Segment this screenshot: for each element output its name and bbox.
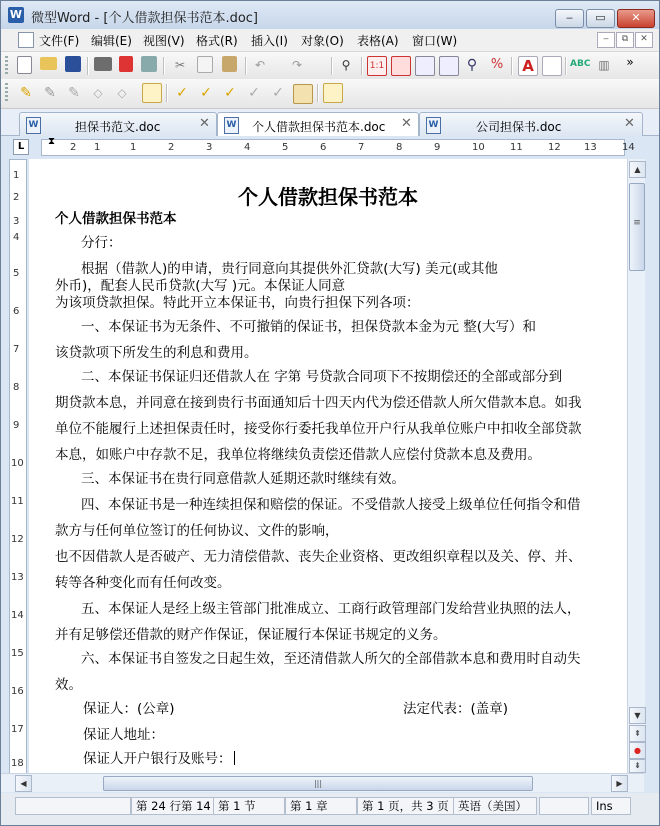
tab-document-1[interactable]: [19, 112, 217, 136]
status-insert-mode[interactable]: Ins: [591, 797, 631, 815]
tab-label: 个人借款担保书范本.doc: [252, 120, 386, 134]
ruler-number: 16: [11, 686, 24, 697]
normal-view-icon[interactable]: [439, 56, 459, 76]
compare-documents-icon[interactable]: [323, 83, 343, 103]
doc-minimize-button[interactable]: ‒: [597, 32, 615, 48]
document-icon[interactable]: [18, 32, 34, 48]
ruler-number: 1: [13, 170, 20, 181]
revision-toolbar: [1, 79, 659, 109]
toolbar-grip[interactable]: [5, 56, 8, 76]
ruler-number: 12: [11, 534, 24, 545]
ruler-number: 11: [510, 142, 523, 153]
copy-icon[interactable]: [197, 56, 213, 73]
highlight-pen-icon[interactable]: ✎: [20, 85, 32, 101]
doc-line: 保证人地址：: [83, 727, 164, 743]
tab-document-3[interactable]: [419, 112, 643, 136]
toolbar-separator: [166, 84, 168, 102]
menu-file[interactable]: 文件(F): [39, 34, 80, 48]
status-line-col: 第 24 行第 14: [131, 797, 216, 815]
document-title: 个人借款担保书范本: [238, 185, 418, 209]
find-icon[interactable]: ⚲: [341, 58, 351, 72]
close-button[interactable]: ✕: [617, 9, 655, 28]
doc-heading-line: 个人借款担保书范本: [55, 211, 177, 227]
status-empty: [15, 797, 131, 815]
doc-line: 二、本保证书保证归还借款人在 字第 号贷款合同项下不按期偿还的全部或部分到: [81, 369, 563, 385]
maximize-button[interactable]: ▭: [586, 9, 615, 28]
doc-line: 根据（借款人)的申请，贵行同意向其提供外汇贷款(大写) 美元(或其他: [81, 261, 498, 277]
toolbar-separator: [565, 57, 567, 75]
previous-change-icon[interactable]: ◇: [93, 86, 103, 100]
toolbar-separator: [87, 57, 89, 75]
save-icon[interactable]: [65, 56, 81, 72]
outline-view-icon[interactable]: [415, 56, 435, 76]
toolbar-separator: [361, 57, 363, 75]
edit-comment-icon[interactable]: ✎: [44, 85, 56, 101]
status-page: 第 1 页，共 3 页: [357, 797, 454, 815]
menu-bar: [1, 29, 659, 52]
ruler-number: 2: [168, 142, 175, 153]
ruler-number: 7: [358, 142, 365, 153]
reject-change-icon[interactable]: ✓: [224, 85, 236, 101]
new-document-icon[interactable]: [17, 56, 32, 74]
undo-icon[interactable]: ↶: [254, 58, 266, 72]
ruler-number: 11: [11, 496, 24, 507]
ruler-number: 18: [11, 758, 24, 769]
doc-line: 五、本保证人是经上级主管部门批准成立、工商行政管理部门发给营业执照的法人，: [81, 601, 581, 617]
horizontal-scroll-thumb[interactable]: |||: [103, 776, 533, 791]
show-markup-icon[interactable]: [293, 84, 313, 104]
print-preview-icon[interactable]: [141, 56, 157, 72]
doc-line: 分行：: [81, 235, 122, 251]
next-page-button[interactable]: ⇟: [629, 759, 646, 773]
ruler-number: 1: [130, 142, 137, 153]
doc-line: 三、本保证书在贵行同意借款人延期还款时继续有效。: [81, 471, 405, 487]
ruler-number: 14: [11, 610, 24, 621]
ruler-number: 15: [11, 648, 24, 659]
status-section: 第 1 节: [213, 797, 285, 815]
doc-restore-button[interactable]: ⧉: [616, 32, 634, 48]
pdf-export-icon[interactable]: [119, 56, 133, 72]
word-app-icon: W: [9, 8, 23, 21]
doc-line-text: 保证人开户银行及账号：: [83, 751, 232, 767]
tab-close-icon[interactable]: ✕: [624, 116, 635, 131]
zoom-icon[interactable]: ⚲: [466, 57, 478, 73]
scroll-down-button[interactable]: ▼: [629, 707, 646, 724]
horizontal-scrollbar[interactable]: [1, 773, 644, 792]
doc-line: 为该项贷款担保。特此开立本保证书，向贵行担保下列各项：: [55, 295, 420, 311]
toolbar-separator: [511, 57, 513, 75]
previous-page-button[interactable]: ⇞: [629, 725, 646, 742]
ruler-number: 6: [320, 142, 327, 153]
web-view-icon[interactable]: [391, 56, 411, 76]
ruler-number: 9: [13, 420, 20, 431]
ruler-number: 10: [472, 142, 485, 153]
toolbar-more-icon[interactable]: »: [626, 55, 634, 69]
spellcheck-icon[interactable]: ABC: [570, 59, 591, 69]
ruler-number: 2: [13, 192, 20, 203]
menu-insert[interactable]: 插入(I): [251, 34, 288, 48]
doc-line-with-cursor: [83, 747, 235, 767]
doc-close-button[interactable]: ✕: [635, 32, 653, 48]
tab-label: 担保书范文.doc: [75, 120, 161, 134]
ruler-number: 8: [13, 382, 20, 393]
ruler-number: 12: [548, 142, 561, 153]
doc-line: 并有足够偿还借款的财产作保证，保证履行本保证书规定的义务。: [55, 627, 447, 643]
print-icon[interactable]: [94, 57, 112, 71]
menu-view[interactable]: 视图(V): [143, 34, 185, 48]
ruler-number: 8: [396, 142, 403, 153]
zoom-percent-icon[interactable]: %: [490, 57, 504, 72]
ruler-number: 9: [434, 142, 441, 153]
delete-comment-icon[interactable]: ✎: [68, 85, 80, 101]
title-bar: [1, 1, 659, 29]
doc-line: 单位不能履行上述担保责任时，接受你行委托我单位开户行从我单位账户中扣收全部贷款: [55, 421, 582, 437]
doc-line: 外币)，配套人民币贷款(大写 )元。本保证人同意: [55, 278, 346, 294]
ruler-strip[interactable]: [41, 136, 635, 156]
horizontal-ruler: [1, 136, 635, 158]
ruler-number: 1: [94, 142, 101, 153]
review-pane-icon[interactable]: ✓: [272, 85, 284, 101]
doc-line: 转等各种变化而有任何改变。: [55, 575, 231, 591]
tab-close-icon[interactable]: ✕: [199, 116, 210, 131]
doc-line: 法定代表：(盖章): [403, 701, 509, 717]
redo-icon[interactable]: ↷: [291, 58, 303, 72]
cut-icon[interactable]: ✂: [174, 58, 186, 72]
ruler-number: 10: [11, 458, 24, 469]
ruler-number: 4: [13, 232, 20, 243]
scroll-up-button[interactable]: ▲: [629, 161, 646, 178]
toolbar-separator: [245, 57, 247, 75]
text-cursor: [234, 751, 235, 765]
tab-document-2[interactable]: [217, 112, 419, 137]
reject-all-icon[interactable]: ✓: [248, 85, 260, 101]
ruler-number: 3: [206, 142, 213, 153]
document-tab-bar: [1, 109, 659, 136]
status-chapter: 第 1 章: [285, 797, 357, 815]
ruler-number: 13: [584, 142, 597, 153]
tab-close-icon[interactable]: ✕: [401, 116, 412, 131]
doc-line: 六、本保证书自签发之日起生效，至还清借款人所欠的全部借款本息和费用时自动失: [81, 651, 581, 667]
browse-object-button[interactable]: ●: [629, 742, 646, 759]
menu-object[interactable]: 对象(O): [301, 34, 344, 48]
document-page[interactable]: [29, 159, 627, 773]
indent-marker-icon[interactable]: ⧗: [48, 136, 56, 147]
ruler-number: 5: [13, 268, 20, 279]
accept-change-icon[interactable]: ✓: [176, 85, 188, 101]
toolbar-separator: [163, 57, 165, 75]
ruler-number: 14: [622, 142, 635, 153]
ruler-number: 5: [282, 142, 289, 153]
ruler-number: 17: [11, 724, 24, 735]
minimize-button[interactable]: ‒: [555, 9, 584, 28]
menu-format[interactable]: 格式(R): [196, 34, 238, 48]
paragraph-format-icon[interactable]: [542, 56, 562, 76]
track-changes-icon[interactable]: [142, 83, 162, 103]
page-view-icon[interactable]: 1:1: [367, 56, 387, 76]
next-change-icon[interactable]: ◇: [117, 86, 127, 100]
ruler-number: 4: [244, 142, 251, 153]
menu-edit[interactable]: 编辑(E): [91, 34, 132, 48]
paste-icon[interactable]: [222, 56, 237, 72]
doc-line: 一、本保证书为无条件、不可撤销的保证书，担保贷款本金为元 整(大写）和: [81, 319, 537, 335]
vertical-scrollbar[interactable]: [627, 159, 645, 773]
ruler-number: 6: [13, 306, 20, 317]
word-doc-icon: W: [224, 117, 239, 134]
menu-window[interactable]: 窗口(W): [412, 34, 458, 48]
doc-line: 款方与任何单位签订的任何协议、文件的影响，: [55, 523, 339, 539]
scroll-right-button[interactable]: ▶: [611, 775, 628, 792]
ruler-number: 13: [11, 572, 24, 583]
ruler-number: 2: [70, 142, 77, 153]
word-doc-icon: W: [26, 117, 41, 134]
vertical-scroll-thumb[interactable]: [629, 183, 645, 271]
doc-line: 效。: [55, 677, 82, 693]
doc-line: 本息，如账户中存款不足，我单位将继续负责偿还借款人应偿付贷款本息及费用。: [55, 447, 541, 463]
doc-line: 也不因借款人是否破产、无力清偿借款、丧失企业资格、更改组织章程以及关、停、并、: [55, 549, 582, 565]
status-empty: [539, 797, 589, 815]
doc-line: 保证人：(公章): [83, 701, 175, 717]
word-count-icon[interactable]: ▥: [598, 58, 610, 72]
thumb-grip-icon: ≡: [633, 218, 641, 228]
ruler-number: 7: [13, 344, 20, 355]
ruler-number: 3: [13, 216, 20, 227]
scroll-left-button[interactable]: ◀: [15, 775, 32, 792]
toolbar-separator: [317, 84, 319, 102]
window-title: 微型Word - [个人借款担保书范本.doc]: [31, 11, 258, 26]
status-bar: [1, 793, 659, 825]
menu-table[interactable]: 表格(A): [357, 34, 399, 48]
toolbar-grip[interactable]: [5, 83, 8, 103]
tab-label: 公司担保书.doc: [476, 120, 562, 134]
tab-stop-selector[interactable]: L: [13, 139, 29, 155]
doc-line: 四、本保证书是一种连续担保和赔偿的保证。不受借款人接受上级单位任何指令和借: [81, 497, 581, 513]
accept-all-icon[interactable]: ✓: [200, 85, 212, 101]
doc-line: 该贷款项下所发生的利息和费用。: [55, 345, 258, 361]
toolbar-separator: [331, 57, 333, 75]
vertical-ruler: [9, 159, 27, 775]
open-folder-icon[interactable]: [40, 57, 57, 70]
doc-line: 期贷款本息，并同意在接到贵行书面通知后十四天内代为偿还借款人所欠借款本息。如我: [55, 395, 582, 411]
font-icon[interactable]: A: [518, 56, 538, 76]
word-doc-icon: W: [426, 117, 441, 134]
status-language: 英语（美国）: [453, 797, 537, 815]
standard-toolbar: [1, 52, 659, 79]
